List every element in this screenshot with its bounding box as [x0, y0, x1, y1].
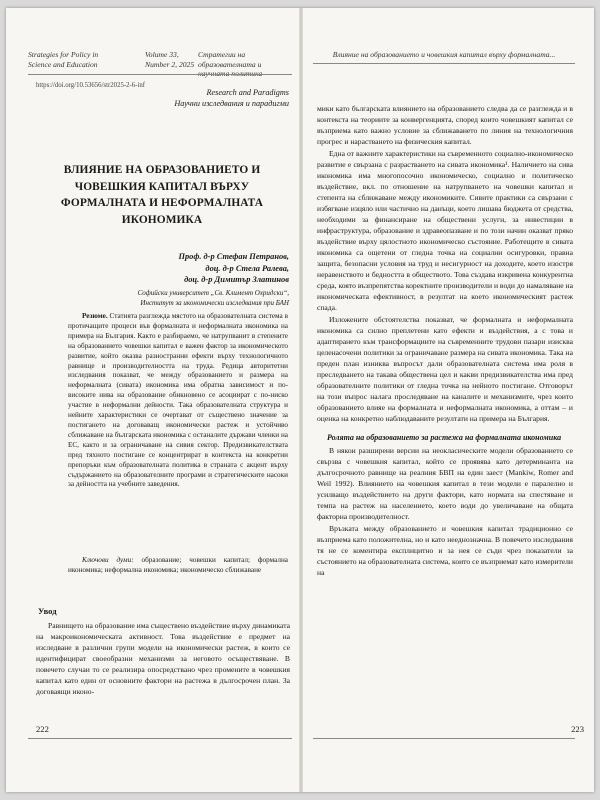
right-body-text [317, 103, 573, 579]
abstract-label: Резюме. [82, 312, 108, 320]
page-number-left: 222 [36, 724, 49, 734]
paragraph: Изложените обстоятелства показват, че формалната и неформалната икономика са силно преплетени като ефекти и въздействия, а с това и адаптирането към трансформациите на съвременните трудови пазари изисква целенасочени политики за ограничаване размера на сивата икономика. Така на преден план изниква въпросът дали образователната система има роля в преследването на такава обществена цел и какви предизвикателства има пред образователните политики от гледна точка на нейното постигане. Отговорът на този въпрос налага проследяване на каналите и механизмите, чрез които образованието влияе на формалната и неформалната икономика, а оттам – и оценка на конкретно наблюдаваните резултати на примера на България. [317, 315, 573, 423]
section-label-en: Research and Paradigms [206, 88, 289, 97]
page-number-right: 223 [571, 724, 584, 734]
left-page [6, 8, 299, 792]
right-running-header: Влияние на образованието и човешкия капитал върху формалната... [332, 50, 556, 59]
affiliation: Софийски университет „Св. Климент Охридски“, [137, 289, 289, 297]
intro-paragraph: Равнището на образование има съществено въздействие върху динамиката на макроикономическата активност. Това въздействие е предмет на изследване в различни групи модели на икономически растеж, в които се идентифицират своеобразни механизми за неговото осъществяване. В повечето случаи то се реализира опосредствано чрез промените в човешкия капитал като един от основните фактори на растежа в дългосрочен план. За договаящи иконо- [36, 621, 290, 696]
keywords-label: Ключови думи: [82, 556, 134, 564]
author: Проф. д-р Стефан Петранов, [178, 252, 289, 261]
keywords [68, 556, 288, 576]
header-rule [28, 74, 292, 75]
article-title: ВЛИЯНИЕ НА ОБРАЗОВАНИЕТО И ЧОВЕШКИЯ КАПИТАЛ ВЪРХУ ФОРМАЛНАТА И НЕФОРМАЛНАТА ИКОНОМИКА [60, 164, 264, 226]
journal-name-en: Strategies for Policy in Science and Education [28, 50, 99, 69]
section-label-bg: Научни изследвания и парадигми [174, 99, 289, 108]
abstract [68, 312, 288, 490]
footer-rule [28, 738, 292, 739]
paragraph: В някои разширени версии на неокласическите модели образованието се свързва с човешкия капитал, който се проявява като детерминанта на дългосрочното равнище на реалния БВП на един заест (Mankiw, Romer and Weil 1992). Влиянието на човешкия капитал в тези модели е паралелно и усилващо въздействието на други фактори, като нормата на спестяване и темпа на растеж на населението, което води до увеличаване на общата факторна производителност. [317, 446, 573, 521]
author: доц. д-р Димитър Златинов [184, 275, 289, 284]
paragraph: Връзката между образованието и човешкия капитал традиционно се възприема като положителна, но и като нееднозначна. В повечето изследвания тя не се коментира експлицитно и за нея се съди чрез показатели за състоянието на образователната система, които се възприемат като измерители на [317, 524, 573, 577]
affiliations [138, 289, 289, 308]
section-heading: Ролята на образованието за растежа на формалната икономика [327, 433, 562, 442]
header-rule [313, 63, 575, 64]
author-list [178, 251, 289, 286]
keywords-text: образование; човешки капитал; формална икономика; неформална икономика; икономическо сближаване [68, 556, 288, 574]
abstract-text: Статията разглежда мястото на образователната система в протичащите процеси във формалната и неформалната икономика на примера на България. Както е разбираемо, че натрупванит в степените на образованието човешки капитал е важен фактор за икономическото развитие, който оказва разностранни ефекти върху технологичното равнище и производителността на труда. Редица авторитетни изследвания показват, че между образованието и размера на неформалната (сивата) икономика има обратна зависимост и по-високите нива на образование обикновено се асоциират с по-ниско участие в неформални дейности. Така образователната структура и нейните характеристики се очертават от съществено значение за постигането на договаващ икономически растеж и устойчиво сближаване на българската икономика с останалите държави членки на ЕС, както и за ограничаване на сивия сектор. Предизвикателствата пред тяхното постигане се концентрират в контекста на конкретни препоръки към образователната политика в страната с акцент върху съдържанието на образователните програми и стратегическите насоки за дейността на учебните заведения. [68, 312, 289, 489]
intro-heading: Увод [38, 606, 57, 616]
journal-name-bg: Стратегии на образователната и научната политика [198, 50, 263, 78]
doi-link[interactable]: https://doi.org/10.53656/str2025-2-6-inf [36, 82, 145, 89]
journal-volume: Volume 33, Number 2, 2025 [145, 50, 195, 69]
right-page [303, 8, 594, 792]
author: доц. д-р Стела Ралева, [205, 263, 289, 273]
affiliation: Институт за икономически изследвания при БАН [140, 298, 289, 307]
footer-rule [313, 738, 575, 739]
book-spread [6, 8, 594, 792]
section-label [174, 87, 289, 109]
paragraph: мики като българската влиянието на образованието следва да се разглежда и в контекста на теориите за конвергенцията, според които човешкият капитал се възприема като важно условие за сближаването по линия на технологичния прогрес и нарастването на физическия капитал. [317, 104, 573, 146]
paragraph: Една от важните характеристики на съвременното социално-икономическо развитие е свързана с разрастването на сивата икономика¹. Наличието на сива икономика има многопосочно икономическо, социално и политическо въздействие, вкл. по отношение на натрупването на човешки капитал и степента на сближаване между икономиките. Сивите практики са свързани с избягване изцяло или частично на данъци, което лишава бюджета от средства, необходими за финансиране на обществени услуги, за инвестиции в инфраструктура, образование и здравеопазване и по този начин оказват пряко въздействие върху цялостното икономическо състояние. Работещите в сивата икономика са ощетени от гледна точка на социални осигуровки, правна защита, безопасни условия на труд и несигурност на доходите, което изостря неравенството и бедността в обществото. Това създава изкривена конкурентна среда, която възпрепятства коректните производители и води до намаляване на икономическата ефективност, в резултат на което икономическият растеж спада. [317, 149, 573, 312]
